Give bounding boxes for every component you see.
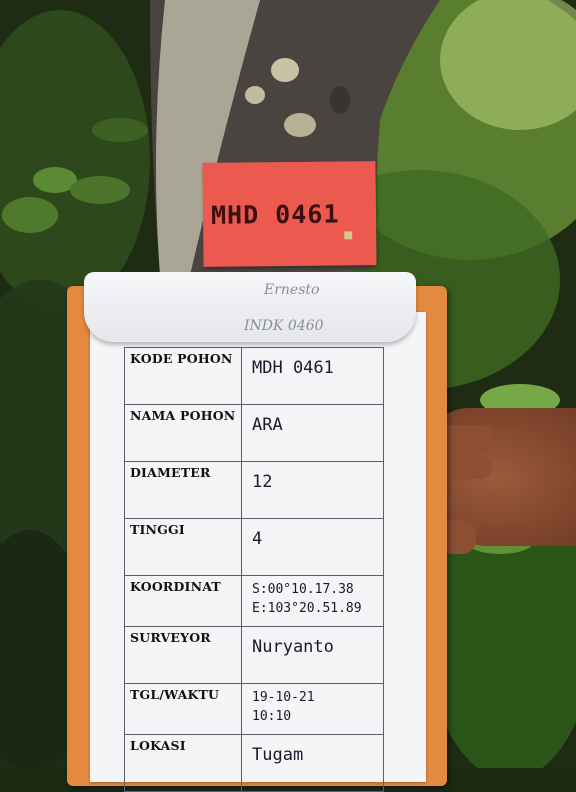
form-value-nama-pohon: ARA: [242, 405, 384, 462]
form-value-diameter: 12: [242, 462, 384, 519]
form-value-lokasi: Tugam: [242, 735, 384, 792]
paper-header-line2: INDK 0460: [244, 318, 324, 334]
form-label-lokasi: LOKASI: [125, 735, 242, 792]
form-label-kode-pohon: KODE POHON: [125, 348, 242, 405]
table-row: [125, 684, 384, 735]
table-row: [125, 627, 384, 684]
tree-tag-text: MHD 0461: [210, 199, 340, 230]
survey-form: [124, 347, 384, 792]
tgl-time: 10:10: [252, 709, 292, 724]
table-row: [125, 405, 384, 462]
table-row: [125, 519, 384, 576]
form-label-koordinat: KOORDINAT: [125, 576, 242, 627]
paper-header-line1: Ernesto: [264, 282, 320, 298]
paper-roll: [84, 272, 416, 342]
table-row: [125, 462, 384, 519]
form-value-koordinat: [242, 576, 384, 627]
table-row: [125, 735, 384, 792]
form-value-tinggi: 4: [242, 519, 384, 576]
form-value-surveyor: Nuryanto: [242, 627, 384, 684]
koordinat-east: E:103°20.51.89: [252, 601, 362, 616]
form-value-kode-pohon: MDH 0461: [242, 348, 384, 405]
form-label-diameter: DIAMETER: [125, 462, 242, 519]
tree-tag: [202, 161, 376, 267]
form-label-nama-pohon: NAMA POHON: [125, 405, 242, 462]
form-value-tgl-waktu: [242, 684, 384, 735]
table-row: [125, 348, 384, 405]
table-row: [125, 576, 384, 627]
form-label-surveyor: SURVEYOR: [125, 627, 242, 684]
tgl-date: 19-10-21: [252, 690, 315, 705]
tag-staple: [344, 231, 352, 239]
form-label-tinggi: TINGGI: [125, 519, 242, 576]
koordinat-south: S:00°10.17.38: [252, 582, 354, 597]
form-label-tgl-waktu: TGL/WAKTU: [125, 684, 242, 735]
